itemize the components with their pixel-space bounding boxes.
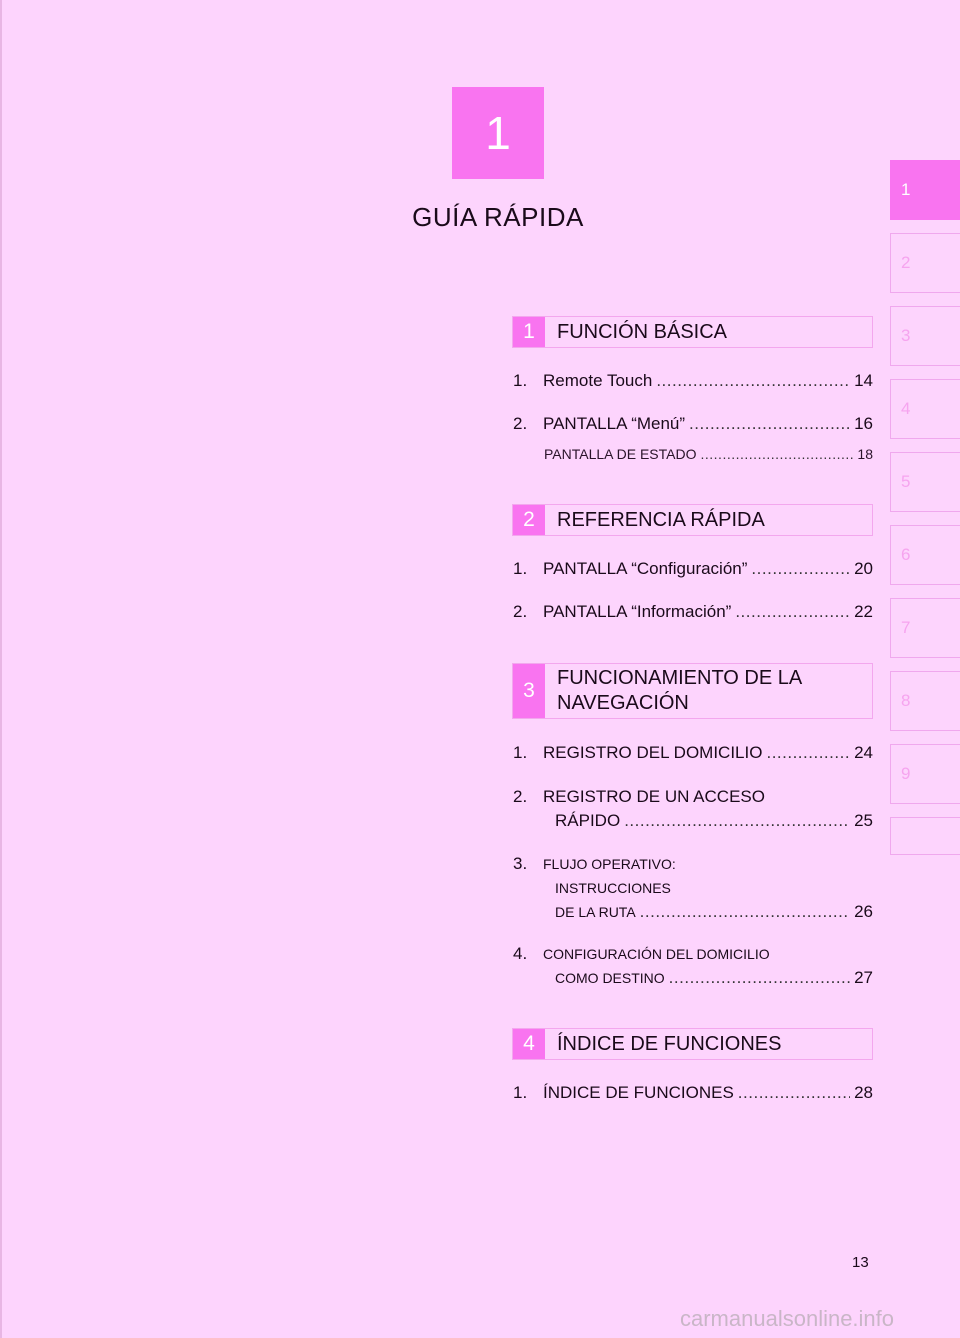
section-title-line2: NAVEGACIÓN — [557, 692, 689, 714]
entry-page: 27 — [854, 968, 873, 987]
leader-dots — [751, 559, 850, 579]
toc-entry[interactable] — [513, 602, 873, 622]
section-number: 1 — [513, 317, 545, 347]
tab-10[interactable] — [890, 817, 960, 855]
tab-7[interactable]: 7 — [890, 598, 960, 658]
chapter-title: GUÍA RÁPIDA — [412, 202, 584, 232]
entry-label-line1: CONFIGURACIÓN DEL DOMICILIO — [543, 946, 770, 962]
section-number: 4 — [513, 1029, 545, 1059]
entry-label: ÍNDICE DE FUNCIONES — [543, 1083, 734, 1102]
entry-number: 1. — [513, 1083, 528, 1102]
entry-number: 1. — [513, 559, 528, 578]
section-number: 3 — [513, 664, 545, 718]
leader-dots — [669, 966, 850, 990]
section-number: 2 — [513, 505, 545, 535]
leader-dots — [624, 809, 850, 833]
entry-page: 22 — [854, 602, 873, 621]
leader-dots — [689, 414, 850, 434]
leader-dots — [640, 900, 850, 924]
entry-label-line3: DE LA RUTA — [555, 904, 636, 920]
tab-8[interactable]: 8 — [890, 671, 960, 731]
leader-dots — [701, 446, 854, 462]
entry-label: PANTALLA “Información” — [543, 602, 732, 621]
tab-6[interactable]: 6 — [890, 525, 960, 585]
entry-label-line1: FLUJO OPERATIVO: — [543, 856, 676, 872]
page-edge — [0, 0, 2, 1338]
tab-5[interactable]: 5 — [890, 452, 960, 512]
entry-number: 2. — [513, 787, 528, 806]
section-title: FUNCIÓN BÁSICA — [557, 320, 728, 343]
entry-number: 2. — [513, 602, 528, 621]
entry-page: 14 — [854, 371, 873, 390]
entry-label: PANTALLA “Configuración” — [543, 559, 748, 578]
entry-label-line1: REGISTRO DE UN ACCESO — [543, 787, 765, 806]
section-title: REFERENCIA RÁPIDA — [557, 508, 765, 531]
entry-page: 20 — [854, 559, 873, 578]
entry-label: Remote Touch — [543, 371, 653, 390]
section-header-3 — [512, 663, 873, 719]
section-header-1 — [512, 316, 873, 348]
entry-label: REGISTRO DEL DOMICILIO — [543, 743, 763, 762]
tab-2[interactable]: 2 — [890, 233, 960, 293]
tab-1[interactable]: 1 — [890, 160, 960, 220]
entry-label: PANTALLA “Menú” — [543, 414, 686, 433]
leader-dots — [656, 371, 850, 391]
toc-entry[interactable] — [513, 942, 873, 990]
section-title: ÍNDICE DE FUNCIONES — [557, 1032, 782, 1055]
section-header-4 — [512, 1028, 873, 1060]
tab-3[interactable]: 3 — [890, 306, 960, 366]
toc-entry[interactable] — [513, 785, 873, 833]
subentry-page: 18 — [857, 446, 873, 462]
tab-4[interactable]: 4 — [890, 379, 960, 439]
section-header-2 — [512, 504, 873, 536]
toc-entry[interactable] — [513, 414, 873, 434]
page-number: 13 — [852, 1254, 869, 1271]
entry-number: 2. — [513, 414, 528, 433]
entry-label-line2: COMO DESTINO — [555, 970, 665, 986]
chapter-number: 1 — [485, 107, 511, 159]
entry-number: 3. — [513, 854, 528, 873]
tab-9[interactable]: 9 — [890, 744, 960, 804]
subentry-label: PANTALLA DE ESTADO — [544, 446, 697, 462]
entry-label-line2: INSTRUCCIONES — [555, 880, 671, 896]
entry-page: 16 — [854, 414, 873, 433]
watermark: carmanualsonline.info — [680, 1306, 895, 1331]
toc-entry[interactable] — [513, 743, 873, 763]
entry-page: 24 — [854, 743, 873, 762]
entry-number: 1. — [513, 743, 528, 762]
entry-page: 26 — [854, 902, 873, 921]
toc-entry[interactable] — [513, 371, 873, 391]
entry-number: 1. — [513, 371, 528, 390]
entry-number: 4. — [513, 944, 528, 963]
toc-entry[interactable] — [513, 852, 873, 924]
toc-entry[interactable] — [513, 1083, 873, 1103]
toc-entry[interactable] — [513, 559, 873, 579]
entry-page: 28 — [854, 1083, 873, 1102]
toc-subentry[interactable] — [544, 446, 873, 462]
chapter-number-box — [452, 87, 544, 179]
entry-label-line2: RÁPIDO — [555, 811, 621, 830]
section-title-line1: FUNCIONAMIENTO DE LA — [557, 667, 803, 689]
leader-dots — [738, 1083, 850, 1103]
leader-dots — [766, 743, 850, 763]
section-title — [545, 664, 802, 718]
leader-dots — [735, 602, 850, 622]
entry-page: 25 — [854, 811, 873, 830]
